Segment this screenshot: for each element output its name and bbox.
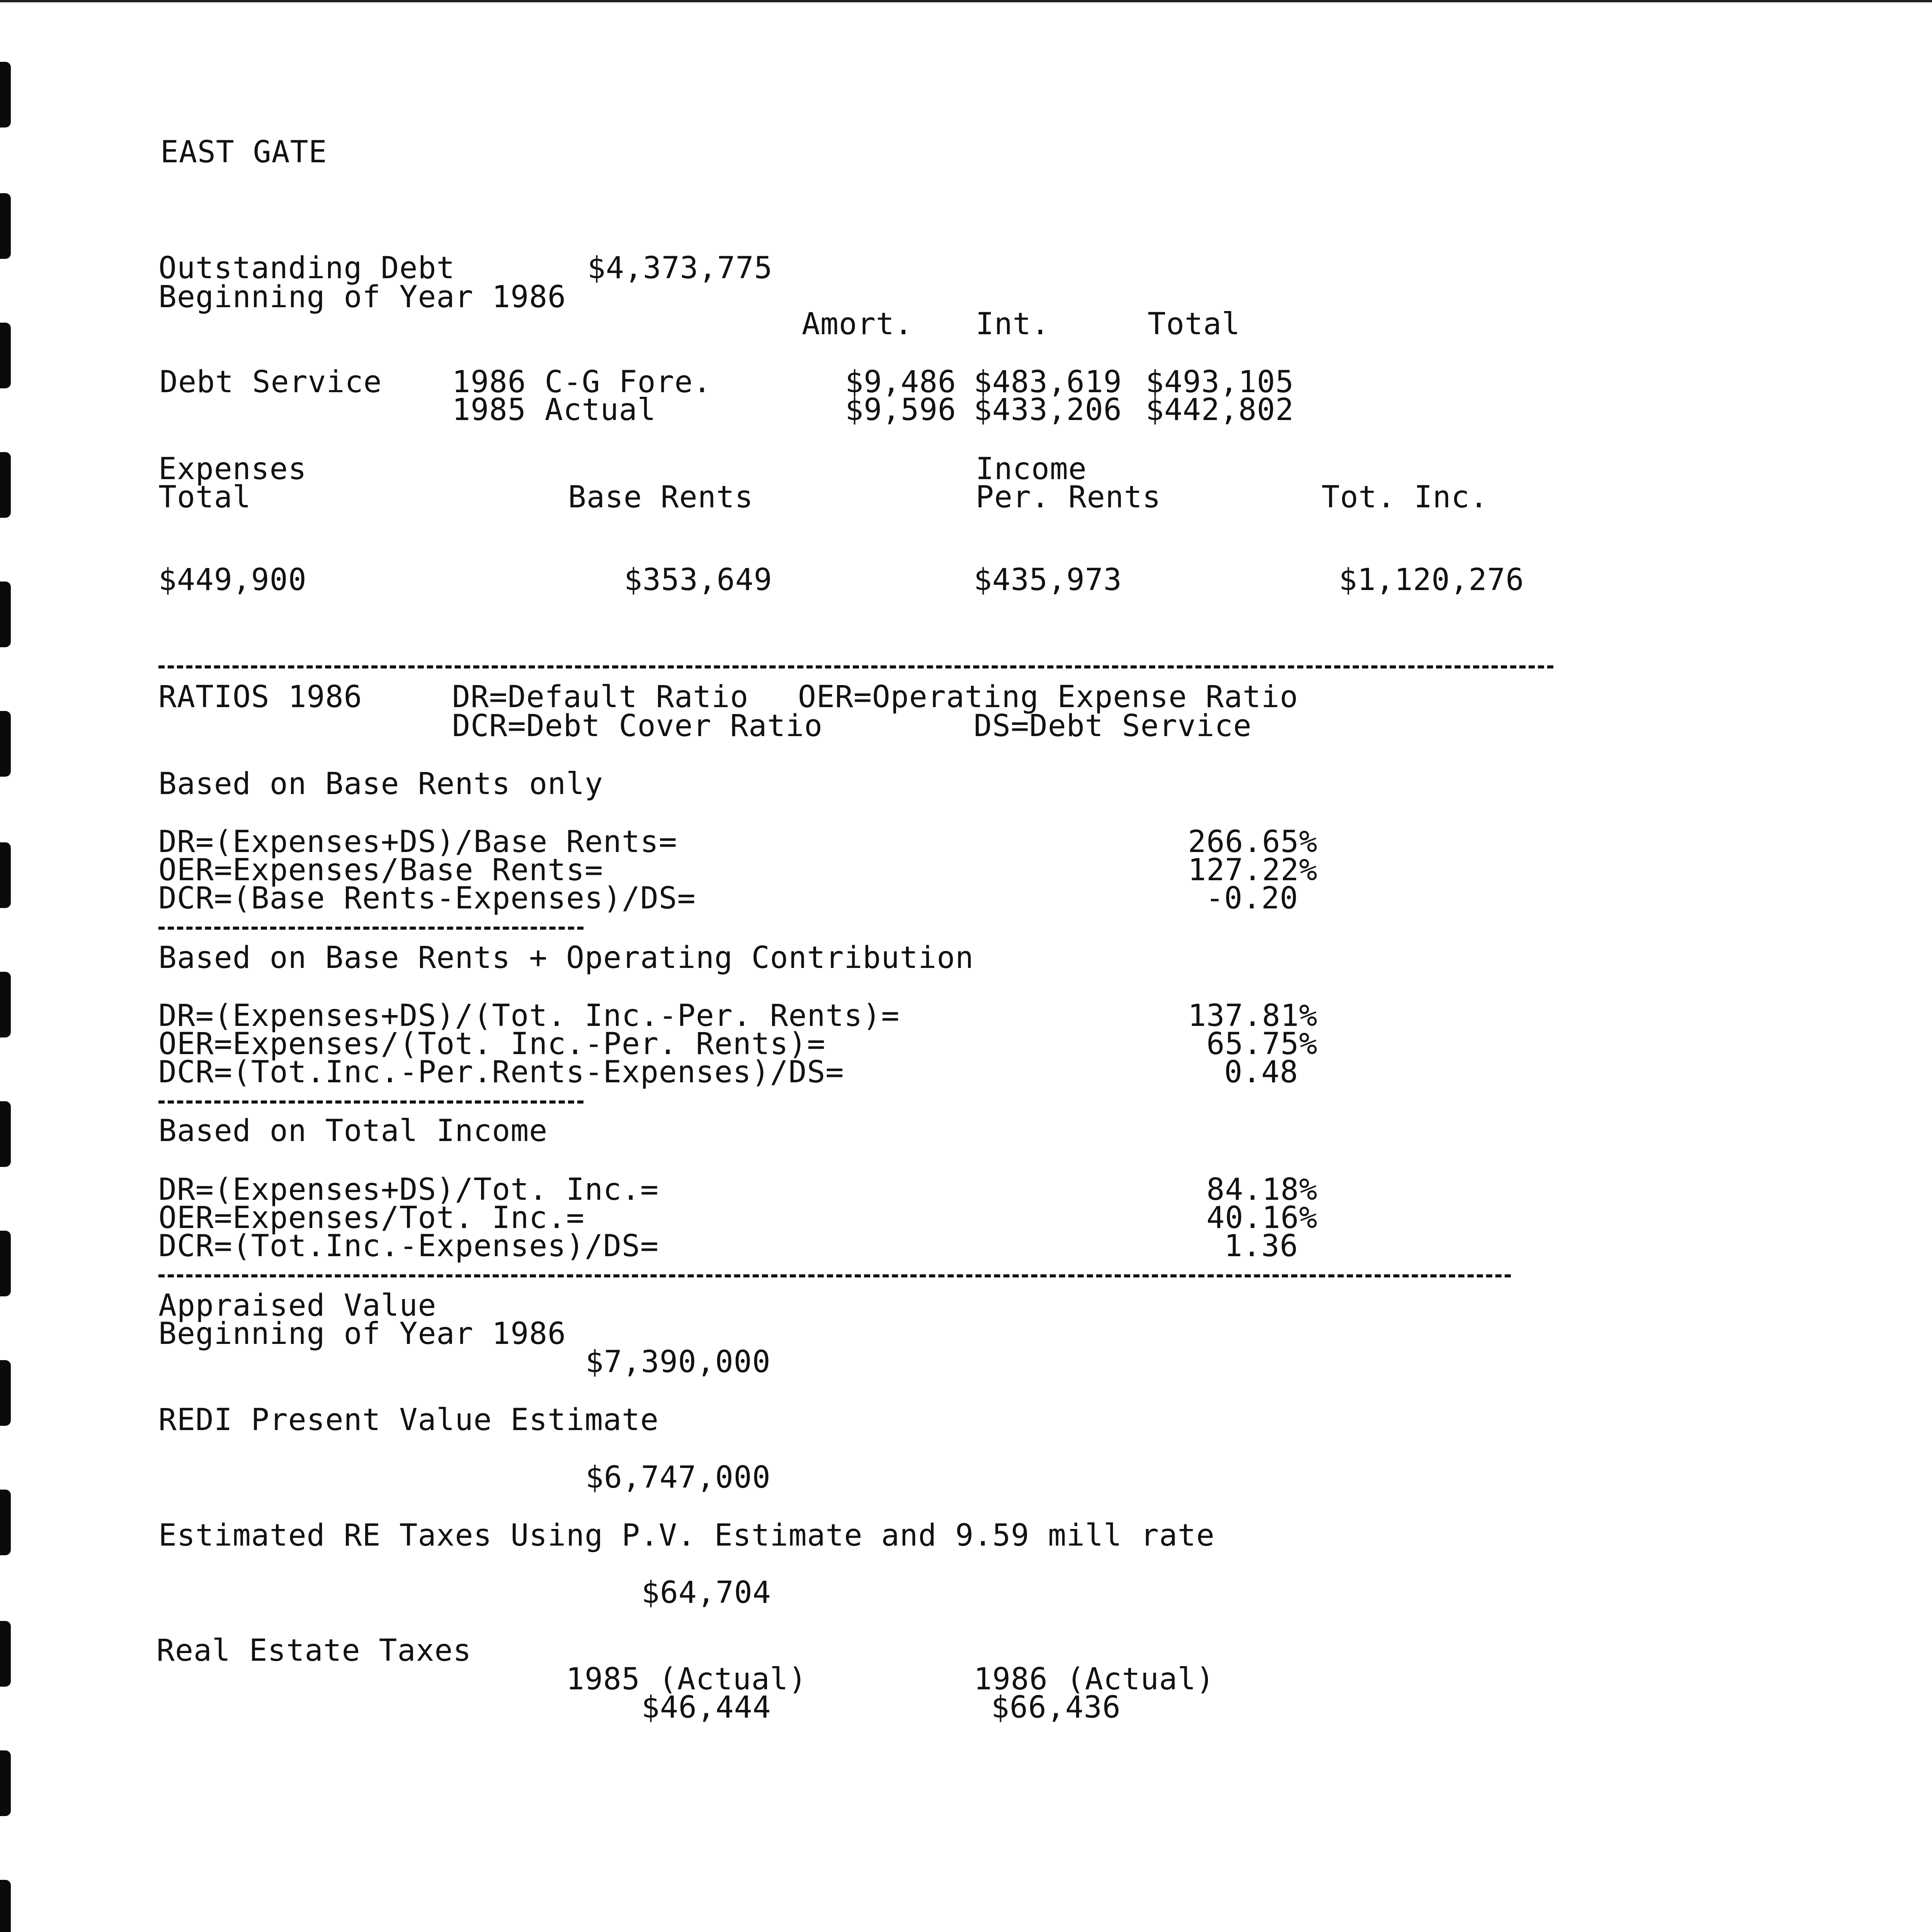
ratio-value: 65.75% <box>1206 1027 1318 1061</box>
tot-inc-value: $1,120,276 <box>1339 563 1524 597</box>
section-rule-short <box>158 1100 583 1104</box>
section-rule <box>158 1274 1511 1277</box>
debt-row-int: $433,206 <box>974 393 1122 427</box>
expenses-sublabel: Total <box>158 480 251 515</box>
ratio-value: 137.81% <box>1188 998 1318 1033</box>
binder-hole <box>0 323 11 388</box>
outstanding-debt-value: $4,373,775 <box>587 251 773 286</box>
binder-hole <box>0 972 11 1037</box>
ratio-formula: DCR=(Tot.Inc.-Expenses)/DS= <box>158 1229 659 1264</box>
base-rents-label: Base Rents <box>568 480 753 515</box>
debt-row-total: $493,105 <box>1146 365 1294 400</box>
document-title: EAST GATE <box>160 135 327 170</box>
ratio-section-heading: Based on Base Rents + Operating Contribution <box>158 940 974 975</box>
expenses-label: Expenses <box>158 452 307 486</box>
debt-row-label: 1986 C-G Fore. <box>452 365 712 400</box>
ratio-section-heading: Based on Base Rents only <box>158 767 604 801</box>
binder-hole <box>0 842 11 908</box>
ratio-formula: OER=Expenses/Tot. Inc.= <box>158 1201 585 1235</box>
binder-hole <box>0 452 11 518</box>
outstanding-debt-sublabel: Beginning of Year 1986 <box>158 280 566 315</box>
real-estate-taxes-label: Real Estate Taxes <box>156 1633 472 1668</box>
ratio-value: 84.18% <box>1206 1172 1318 1207</box>
debt-service-label: Debt Service <box>160 365 382 400</box>
ratio-value: 266.65% <box>1188 825 1318 859</box>
estimated-taxes-label: Estimated RE Taxes Using P.V. Estimate and 9.59 mill rate <box>158 1518 1215 1553</box>
income-label: Income <box>976 452 1087 486</box>
ratio-formula: OER=Expenses/Base Rents= <box>158 853 604 888</box>
legend-dcr: DCR=Debt Cover Ratio <box>452 709 823 743</box>
re-tax-1986-value: $66,436 <box>991 1690 1121 1725</box>
tot-inc-label: Tot. Inc. <box>1321 480 1488 515</box>
binder-hole <box>0 1360 11 1426</box>
per-rents-value: $435,973 <box>974 563 1122 597</box>
re-tax-1985-value: $46,444 <box>641 1690 771 1725</box>
legend-oer: OER=Operating Expense Ratio <box>798 680 1298 714</box>
ratio-section-heading: Based on Total Income <box>158 1114 548 1148</box>
re-tax-1985-label: 1985 (Actual) <box>566 1662 807 1697</box>
debt-row-amort: $9,596 <box>845 393 956 427</box>
ratio-value: -0.20 <box>1206 881 1298 916</box>
ratio-value: 40.16% <box>1206 1201 1318 1235</box>
ratio-value: 127.22% <box>1188 853 1318 888</box>
appraised-label: Appraised Value <box>158 1288 437 1323</box>
ratio-formula: OER=Expenses/(Tot. Inc.-Per. Rents)= <box>158 1027 826 1061</box>
ratio-formula: DR=(Expenses+DS)/(Tot. Inc.-Per. Rents)= <box>158 998 900 1033</box>
ratio-formula: DR=(Expenses+DS)/Base Rents= <box>158 825 677 859</box>
header-int: Int. <box>976 307 1050 342</box>
binder-hole <box>0 711 11 777</box>
debt-row-amort: $9,486 <box>845 365 956 400</box>
section-rule-short <box>158 927 583 930</box>
expenses-total-value: $449,900 <box>158 563 307 597</box>
appraised-sublabel: Beginning of Year 1986 <box>158 1316 566 1351</box>
binder-hole <box>0 1490 11 1555</box>
redi-label: REDI Present Value Estimate <box>158 1403 659 1437</box>
binder-hole <box>0 582 11 647</box>
per-rents-label: Per. Rents <box>976 480 1161 515</box>
debt-row-int: $483,619 <box>974 365 1122 400</box>
debt-row-total: $442,802 <box>1146 393 1294 427</box>
header-total: Total <box>1148 307 1240 342</box>
estimated-taxes-value: $64,704 <box>641 1575 771 1610</box>
binder-hole <box>0 1101 11 1167</box>
ratio-formula: DCR=(Base Rents-Expenses)/DS= <box>158 881 696 916</box>
binder-hole <box>0 1621 11 1687</box>
ratio-formula: DR=(Expenses+DS)/Tot. Inc.= <box>158 1172 659 1207</box>
appraised-value: $7,390,000 <box>585 1345 771 1379</box>
section-rule <box>158 665 1553 668</box>
binder-hole <box>0 193 11 259</box>
binder-hole <box>0 62 11 128</box>
ratios-title: RATIOS 1986 <box>158 680 362 714</box>
ratio-value: 0.48 <box>1224 1055 1298 1090</box>
scan-edge-top <box>0 0 1932 2</box>
redi-value: $6,747,000 <box>585 1460 771 1495</box>
legend-dr: DR=Default Ratio <box>452 680 749 714</box>
ratio-value: 1.36 <box>1224 1229 1298 1264</box>
legend-ds: DS=Debt Service <box>974 709 1252 743</box>
re-tax-1986-label: 1986 (Actual) <box>974 1662 1215 1697</box>
base-rents-value: $353,649 <box>624 563 772 597</box>
binder-hole <box>0 1750 11 1816</box>
ratio-formula: DCR=(Tot.Inc.-Per.Rents-Expenses)/DS= <box>158 1055 844 1090</box>
binder-hole <box>0 1231 11 1296</box>
outstanding-debt-label: Outstanding Debt <box>158 251 455 286</box>
header-amort: Amort. <box>802 307 913 342</box>
binder-hole <box>0 1880 11 1932</box>
debt-row-label: 1985 Actual <box>452 393 656 427</box>
